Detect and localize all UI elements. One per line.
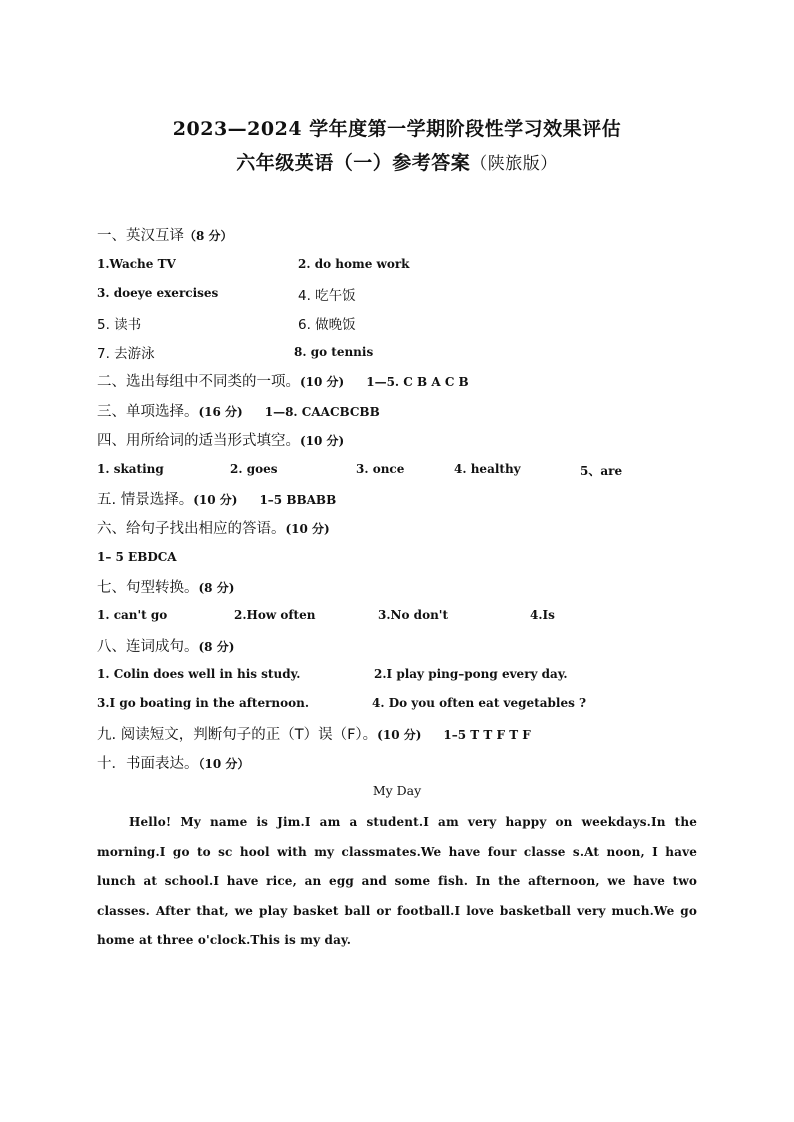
section-5-answer: 1–5 BBABB: [259, 493, 337, 507]
essay-body: Hello! My name is Jim.I am a student.I am very happy on weekdays.In the morning.I go to sc hool with my classmates.We have four classe s.At noon, I have lunch at school.I have rice, an egg and some fish. In the afternoon, we have two classes. After that, we play basket ball or football.I love basketball very much.We go home at three o'clock.This is my day.: [97, 815, 697, 947]
section-7-item-2: 2.How often: [234, 608, 316, 622]
section-6-answer: 1– 5 EBDCA: [97, 550, 177, 564]
section-2-title: 二、选出每组中不同类的一项。: [97, 374, 300, 390]
section-2-answer: 1—5. C B A C B: [366, 375, 469, 389]
section-4-item-3: 3. once: [356, 462, 405, 476]
section-9-title: 九. 阅读短文，判断句子的正（T）误（F）。: [97, 727, 378, 743]
section-4-heading: [97, 429, 344, 451]
section-1-item-1: 1.Wache TV: [97, 257, 176, 271]
section-1-item-5: 5. 读书: [97, 317, 142, 333]
section-3-heading: [97, 400, 380, 422]
section-9-answer: 1–5 T T F T F: [443, 728, 531, 742]
subtitle-edition: （陕旅版）: [470, 154, 558, 174]
section-9-points: (10 分): [377, 728, 422, 742]
section-1-title: 一、英汉互译: [97, 228, 184, 244]
section-1-item-2: 2. do home work: [298, 257, 410, 271]
section-4-item-2: 2. goes: [230, 462, 278, 476]
section-7-item-1: 1. can't go: [97, 608, 168, 622]
document-title: 2023—2024 学年度第一学期阶段性学习效果评估: [172, 118, 622, 140]
section-1-item-6: 6. 做晚饭: [298, 317, 356, 333]
section-3-answer: 1—8. CAACBCBB: [264, 405, 380, 419]
section-1-item-8: 8. go tennis: [294, 345, 374, 359]
section-1-item-4: 4. 吃午饭: [298, 288, 356, 304]
section-8-heading: [97, 635, 234, 657]
section-10-heading: [97, 752, 249, 774]
section-8-item-4: 4. Do you often eat vegetables ?: [372, 696, 587, 710]
section-10-title: 十．书面表达。: [97, 756, 199, 772]
section-7-item-3: 3.No don't: [378, 608, 449, 622]
section-2-points: (10 分): [300, 375, 345, 389]
section-8-title: 八、连词成句。: [97, 639, 199, 655]
section-3-points: (16 分): [198, 405, 243, 419]
section-1-heading: [97, 224, 233, 246]
section-4-title: 四、用所给词的适当形式填空。: [97, 433, 300, 449]
section-8-item-1: 1. Colin does well in his study.: [97, 667, 301, 681]
section-6-points: (10 分): [285, 522, 330, 536]
section-7-heading: [97, 576, 234, 598]
section-6-title: 六、给句子找出相应的答语。: [97, 521, 286, 537]
section-2-heading: [97, 370, 469, 392]
section-5-heading: [97, 488, 336, 510]
section-5-points: (10 分): [193, 493, 238, 507]
section-3-title: 三、单项选择。: [97, 404, 199, 420]
document-subtitle: [0, 148, 794, 175]
section-8-item-3: 3.I go boating in the afternoon.: [97, 696, 310, 710]
section-5-title: 五. 情景选择。: [97, 492, 194, 508]
section-7-title: 七、句型转换。: [97, 580, 199, 596]
section-1-item-7: 7. 去游泳: [97, 346, 155, 362]
essay-title: My Day: [372, 783, 422, 798]
section-4-item-5: 5、are: [580, 464, 623, 478]
section-1-points: （8 分）: [184, 229, 233, 243]
section-10-points: （10 分）: [198, 757, 250, 771]
section-6-heading: [97, 517, 330, 539]
section-7-item-4: 4.Is: [530, 608, 555, 622]
subtitle-main: 六年级英语（一）参考答案: [236, 152, 471, 174]
section-8-item-2: 2.I play ping–pong every day.: [374, 667, 568, 681]
section-4-item-4: 4. healthy: [454, 462, 521, 476]
section-9-heading: [97, 723, 531, 745]
section-7-points: (8 分): [198, 581, 235, 595]
section-8-points: (8 分): [198, 640, 235, 654]
section-4-points: (10 分): [300, 434, 345, 448]
section-1-item-3: 3. doeye exercises: [97, 286, 219, 300]
section-4-item-1: 1. skating: [97, 462, 164, 476]
